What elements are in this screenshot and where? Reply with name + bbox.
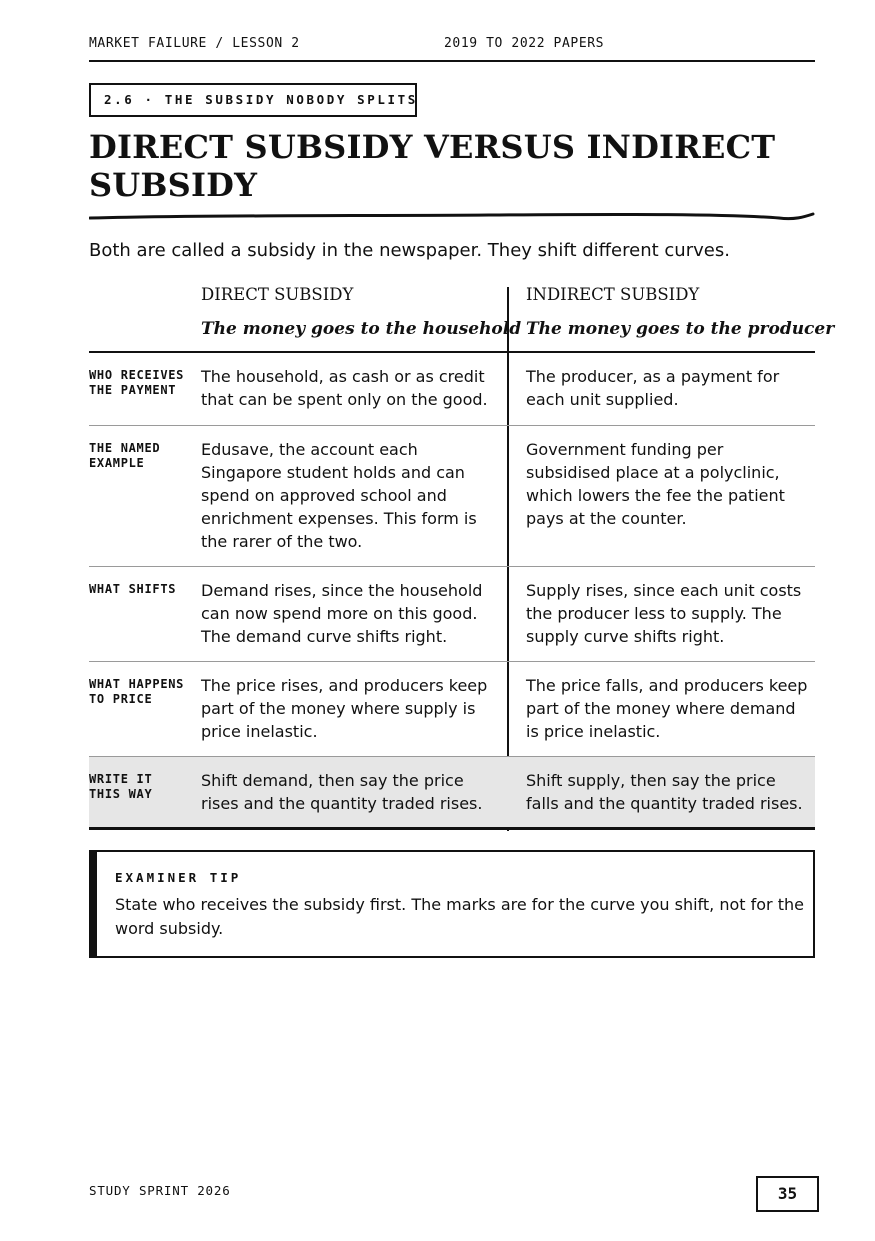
page-title: DIRECT SUBSIDY VERSUS INDIRECT SUBSIDY: [89, 128, 776, 204]
indirect-cell: Shift supply, then say the price falls and the quantity traded rises.: [526, 771, 803, 813]
table-row-highlight: [89, 757, 815, 830]
indirect-cell: Government funding per subsidised place at a polyclinic, which lowers the fee the patient pays at the counter.: [526, 440, 785, 528]
row-label: THE NAMED EXAMPLE: [89, 441, 161, 470]
column-name: INDIRECT SUBSIDY: [526, 285, 700, 304]
column-header-direct: [201, 285, 522, 340]
indirect-cell: Supply rises, since each unit costs the producer less to supply. The supply curve shifts right.: [526, 581, 802, 646]
examiner-tip-box: [89, 850, 815, 958]
row-label: WHAT HAPPENS TO PRICE: [89, 677, 185, 706]
row-label: WHAT SHIFTS: [89, 582, 177, 596]
table-row: [89, 662, 815, 757]
running-head: [89, 36, 815, 62]
column-subtitle: The money goes to the producer: [526, 319, 835, 339]
table-row: [89, 353, 815, 426]
section-tag: 2.6 · THE SUBSIDY NOBODY SPLITS: [89, 83, 417, 117]
row-label: WRITE IT THIS WAY: [89, 772, 153, 801]
column-header-indirect: [526, 285, 835, 340]
title-underline-rule: [89, 209, 815, 223]
page-number: 35: [756, 1176, 819, 1212]
row-label: WHO RECEIVES THE PAYMENT: [89, 368, 185, 397]
indirect-cell: The price falls, and producers keep part of the money where demand is price inelastic.: [526, 676, 808, 741]
tip-title: EXAMINER TIP: [115, 870, 242, 885]
indirect-cell: The producer, as a payment for each unit supplied.: [526, 367, 780, 409]
column-name: DIRECT SUBSIDY: [201, 285, 354, 304]
direct-cell: The price rises, and producers keep part of the money where supply is price inelastic.: [201, 676, 488, 741]
table-row: [89, 426, 815, 567]
direct-cell: The household, as cash or as credit that can be spent only on the good.: [201, 367, 488, 409]
direct-cell: Shift demand, then say the price rises and the quantity traded rises.: [201, 771, 483, 813]
table-header-row: [89, 285, 835, 353]
running-head-center: 2019 TO 2022 PAPERS: [444, 36, 605, 51]
column-subtitle: The money goes to the household: [201, 319, 522, 339]
comparison-table: [89, 285, 835, 830]
lede-text: Both are called a subsidy in the newspaper. They shift different curves.: [89, 240, 730, 261]
direct-cell: Edusave, the account each Singapore student holds and can spend on approved school and enrichment expenses. This form is the rarer of the two.: [201, 440, 477, 551]
footer-label: STUDY SPRINT 2026: [89, 1183, 231, 1198]
tip-body: State who receives the subsidy first. The marks are for the curve you shift, not for the word subsidy.: [115, 895, 804, 938]
direct-cell: Demand rises, since the household can now spend more on this good. The demand curve shifts right.: [201, 581, 483, 646]
running-head-left: MARKET FAILURE / LESSON 2: [89, 36, 300, 51]
table-row: [89, 567, 815, 662]
